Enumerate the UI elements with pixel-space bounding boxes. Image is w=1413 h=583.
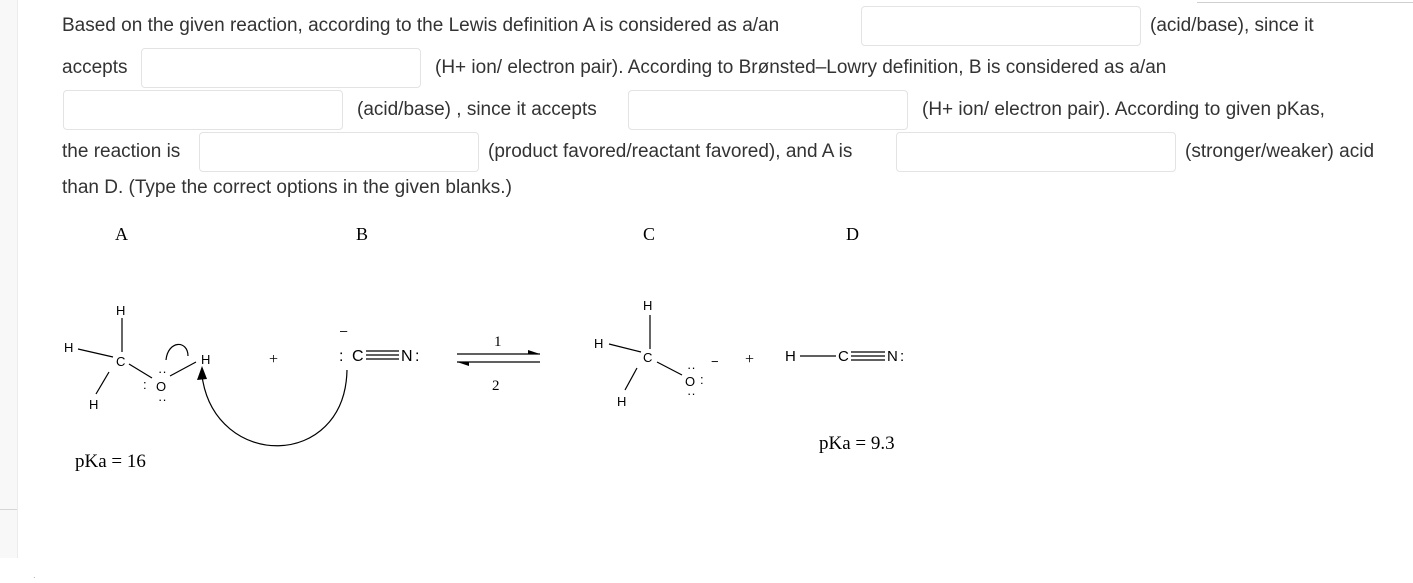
- lone-pair-b-c: :: [339, 348, 344, 365]
- plus-sign-1: +: [269, 351, 279, 368]
- atom-c-c: C: [643, 350, 653, 365]
- step-label-reverse: 2: [492, 378, 500, 394]
- atom-b-c: C: [352, 348, 364, 365]
- label-a: A: [115, 224, 128, 244]
- atom-b-n: N: [401, 348, 413, 365]
- pka-d: pKa = 9.3: [819, 433, 895, 454]
- question-line4-hint: (product favored/reactant favored), and A is: [488, 141, 853, 162]
- atom-a-h-bottom: H: [89, 397, 99, 412]
- step-label-forward: 1: [494, 334, 502, 350]
- label-c: C: [643, 224, 656, 244]
- question-line4-text: the reaction is: [62, 141, 181, 162]
- bond-a-co: [129, 364, 152, 378]
- atom-a-o: O: [156, 379, 167, 394]
- bond-a-ch-bottom: [96, 372, 109, 394]
- lone-pair-a-o-top: ··: [158, 364, 167, 379]
- atom-c-h-top: H: [643, 298, 653, 313]
- atom-c-o: O: [685, 374, 696, 389]
- curved-arrow-head: [197, 366, 207, 380]
- question-line3-hint: (H+ ion/ electron pair). According to given pKas,: [922, 99, 1325, 120]
- atom-a-c: C: [116, 354, 126, 369]
- lone-pair-c-o-top: ··: [687, 360, 696, 375]
- lone-pair-a-o-left: :: [143, 377, 147, 392]
- question-line5-text: than D. (Type the correct options in the given blanks.): [62, 177, 512, 198]
- atom-a-h-left: H: [64, 340, 74, 355]
- curved-arrow-oh: [166, 344, 188, 360]
- atom-c-h-left: H: [594, 336, 604, 351]
- question-line2-text: accepts: [62, 57, 128, 78]
- lone-pair-b-n: :: [415, 348, 420, 365]
- lone-pair-c-o-right: :: [700, 372, 704, 387]
- bond-a-ch-left: [78, 349, 113, 357]
- charge-c: −: [711, 354, 719, 369]
- atom-a-h-acidic: H: [201, 352, 211, 367]
- label-b: B: [356, 224, 369, 244]
- bond-c-ch-left: [609, 344, 641, 352]
- question-line1-hint: (acid/base), since it: [1150, 15, 1314, 36]
- atom-a-h-top: H: [116, 303, 126, 318]
- question-line3-text: (acid/base) , since it accepts: [357, 99, 597, 120]
- lone-pair-c-o-bottom: ··: [687, 386, 696, 401]
- lone-pair-a-o-bottom: ··: [158, 392, 167, 407]
- bond-c-co: [657, 362, 682, 375]
- bond-c-ch-bottom: [625, 368, 637, 390]
- lone-pair-d-n: :: [900, 348, 905, 365]
- question-line4-hint-2: (stronger/weaker) acid: [1185, 141, 1375, 162]
- pka-a: pKa = 16: [75, 451, 146, 472]
- atom-d-h: H: [785, 348, 796, 365]
- charge-b: –: [340, 323, 348, 338]
- curved-arrow-base: [202, 370, 347, 446]
- label-d: D: [846, 224, 859, 244]
- bond-a-oh: [170, 362, 196, 376]
- atom-d-c: C: [838, 348, 849, 365]
- atom-c-h-bottom: H: [617, 394, 627, 409]
- atom-d-n: N: [887, 348, 898, 365]
- question-line1-text: Based on the given reaction, according to the Lewis definition A is considered as a/an: [62, 15, 780, 36]
- question-line2-hint: (H+ ion/ electron pair). According to Brønsted–Lowry definition, B is considered as a/an: [435, 57, 1167, 78]
- plus-sign-2: +: [745, 351, 755, 368]
- stray-mark: ·: [33, 573, 36, 582]
